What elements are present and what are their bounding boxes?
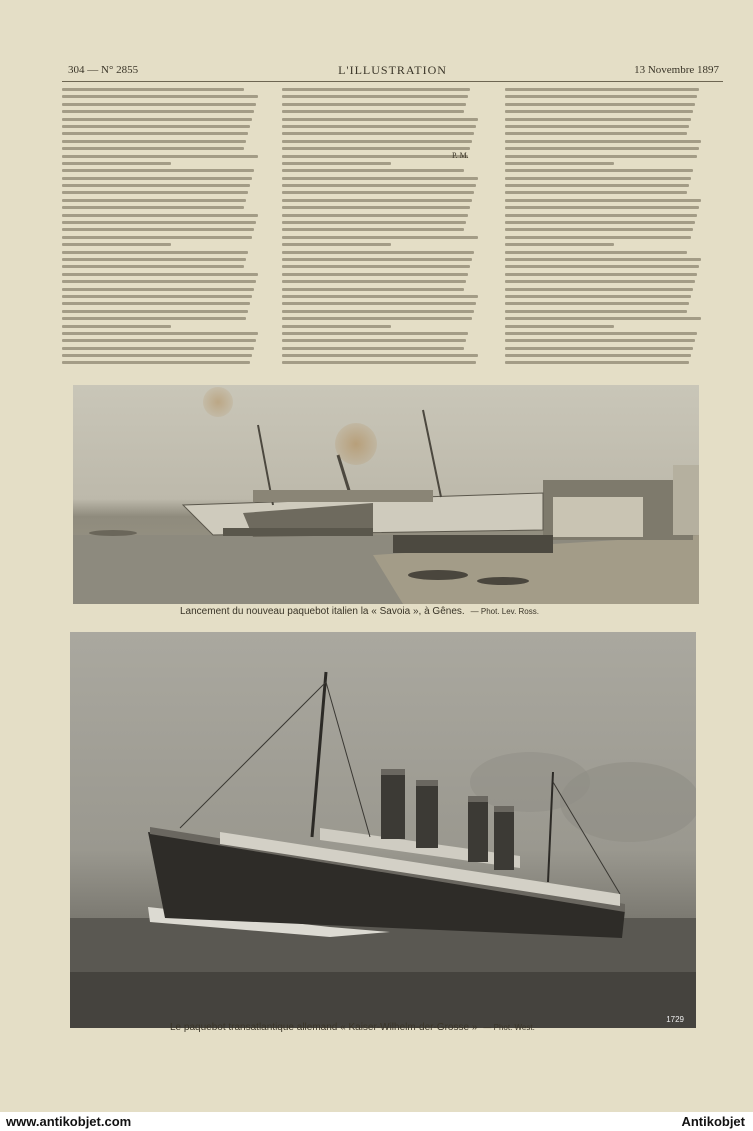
stain <box>335 423 377 465</box>
text-line <box>505 155 697 158</box>
text-line <box>505 88 699 91</box>
text-line <box>282 125 476 128</box>
text-line <box>505 251 687 254</box>
text-line <box>62 273 258 276</box>
text-line <box>62 177 252 180</box>
text-line <box>282 132 474 135</box>
text-line <box>282 214 468 217</box>
text-line <box>62 221 256 224</box>
page-number-issue: 304 — N° 2855 <box>68 64 139 76</box>
text-line <box>505 347 693 350</box>
text-line <box>505 221 695 224</box>
text-line <box>282 339 466 342</box>
text-line <box>505 354 691 357</box>
stain <box>203 387 233 417</box>
text-line <box>282 228 464 231</box>
text-line <box>282 251 474 254</box>
text-line <box>505 147 699 150</box>
text-line <box>282 184 476 187</box>
text-line <box>62 317 246 320</box>
text-line <box>505 273 697 276</box>
article-signature: P. M. <box>452 151 469 160</box>
text-line <box>62 251 248 254</box>
text-line <box>505 295 691 298</box>
text-line <box>62 110 254 113</box>
text-line <box>282 258 472 261</box>
text-line <box>505 110 693 113</box>
text-line <box>62 332 258 335</box>
text-line <box>505 236 691 239</box>
photo-savoia-launch <box>73 385 699 604</box>
text-line <box>62 155 258 158</box>
text-line <box>62 191 248 194</box>
text-line <box>505 339 695 342</box>
text-line <box>282 155 468 158</box>
text-line <box>62 265 244 268</box>
text-line <box>282 361 476 364</box>
text-line <box>62 206 244 209</box>
text-line <box>62 258 246 261</box>
text-line <box>282 273 468 276</box>
text-line <box>62 140 246 143</box>
masthead-title: L'ILLUSTRATION <box>338 63 447 77</box>
text-line <box>62 132 248 135</box>
text-line <box>62 310 248 313</box>
text-line <box>282 199 472 202</box>
caption-kaiser-wilhelm: Le paquebot transatlantique allemand « Kaiser-Wilhelm-der-Grosse » — Phot. West. <box>170 1022 535 1033</box>
text-line <box>282 140 472 143</box>
text-line <box>282 95 468 98</box>
text-line <box>62 361 250 364</box>
text-column-2 <box>282 88 480 370</box>
text-line <box>505 95 697 98</box>
text-line <box>505 169 693 172</box>
text-line <box>282 221 466 224</box>
text-line <box>62 88 244 91</box>
caption-savoia-launch: Lancement du nouveau paquebot italien la « Savoia », à Gênes. — Phot. Lev. Ross. <box>180 606 539 617</box>
text-line <box>62 295 252 298</box>
website-url[interactable]: www.antikobjet.com <box>6 1114 132 1129</box>
text-line <box>282 325 391 328</box>
text-line <box>282 332 468 335</box>
brand-name: Antikobjet <box>681 1114 745 1129</box>
text-line <box>62 354 252 357</box>
text-line <box>505 214 697 217</box>
text-line <box>505 258 701 261</box>
text-line <box>505 265 699 268</box>
text-line <box>62 169 254 172</box>
text-line <box>505 103 695 106</box>
text-line <box>505 199 701 202</box>
text-line <box>282 147 470 150</box>
text-line <box>62 280 256 283</box>
text-line <box>505 332 697 335</box>
text-line <box>282 191 474 194</box>
text-line <box>62 325 171 328</box>
text-line <box>282 265 470 268</box>
watermark-footer <box>0 1112 753 1131</box>
text-line <box>282 310 474 313</box>
text-line <box>62 184 250 187</box>
text-line <box>505 177 691 180</box>
text-line <box>505 288 693 291</box>
text-line <box>505 310 687 313</box>
text-line <box>282 317 472 320</box>
text-line <box>282 103 466 106</box>
text-line <box>62 103 256 106</box>
text-line <box>62 236 252 239</box>
text-line <box>282 280 466 283</box>
text-line <box>282 347 464 350</box>
plate-number: 1729 <box>666 1015 684 1024</box>
text-line <box>282 88 470 91</box>
text-line <box>282 118 478 121</box>
text-line <box>282 169 464 172</box>
text-line <box>505 243 614 246</box>
text-line <box>505 132 687 135</box>
text-line <box>505 302 689 305</box>
issue-date: 13 Novembre 1897 <box>634 64 719 76</box>
header-rule <box>62 81 723 82</box>
text-line <box>62 199 246 202</box>
text-line <box>62 95 258 98</box>
text-line <box>282 295 478 298</box>
text-line <box>282 288 464 291</box>
savoia-launch-illustration <box>73 385 699 604</box>
text-line <box>505 206 699 209</box>
text-line <box>62 118 252 121</box>
text-line <box>505 228 693 231</box>
text-line <box>505 191 687 194</box>
text-line <box>282 206 470 209</box>
text-column-1 <box>62 88 260 370</box>
text-line <box>505 140 701 143</box>
text-line <box>62 125 250 128</box>
text-line <box>505 125 689 128</box>
text-line <box>282 236 478 239</box>
text-line <box>62 243 171 246</box>
text-line <box>282 243 391 246</box>
text-line <box>62 347 254 350</box>
text-line <box>62 214 258 217</box>
text-line <box>505 280 695 283</box>
text-line <box>62 147 244 150</box>
text-line <box>282 162 391 165</box>
text-line <box>62 228 254 231</box>
text-line <box>282 302 476 305</box>
text-line <box>505 361 689 364</box>
text-line <box>282 110 464 113</box>
photo-kaiser-wilhelm-der-grosse <box>70 632 696 1028</box>
text-line <box>282 354 478 357</box>
text-line <box>505 184 689 187</box>
text-line <box>505 118 691 121</box>
text-line <box>62 302 250 305</box>
text-line <box>62 339 256 342</box>
text-column-3 <box>505 88 703 370</box>
text-line <box>505 325 614 328</box>
page-header <box>60 60 725 80</box>
text-line <box>505 162 614 165</box>
text-line <box>505 317 701 320</box>
steamship-illustration <box>70 632 696 1028</box>
text-line <box>62 288 254 291</box>
text-line <box>62 162 171 165</box>
text-line <box>282 177 478 180</box>
